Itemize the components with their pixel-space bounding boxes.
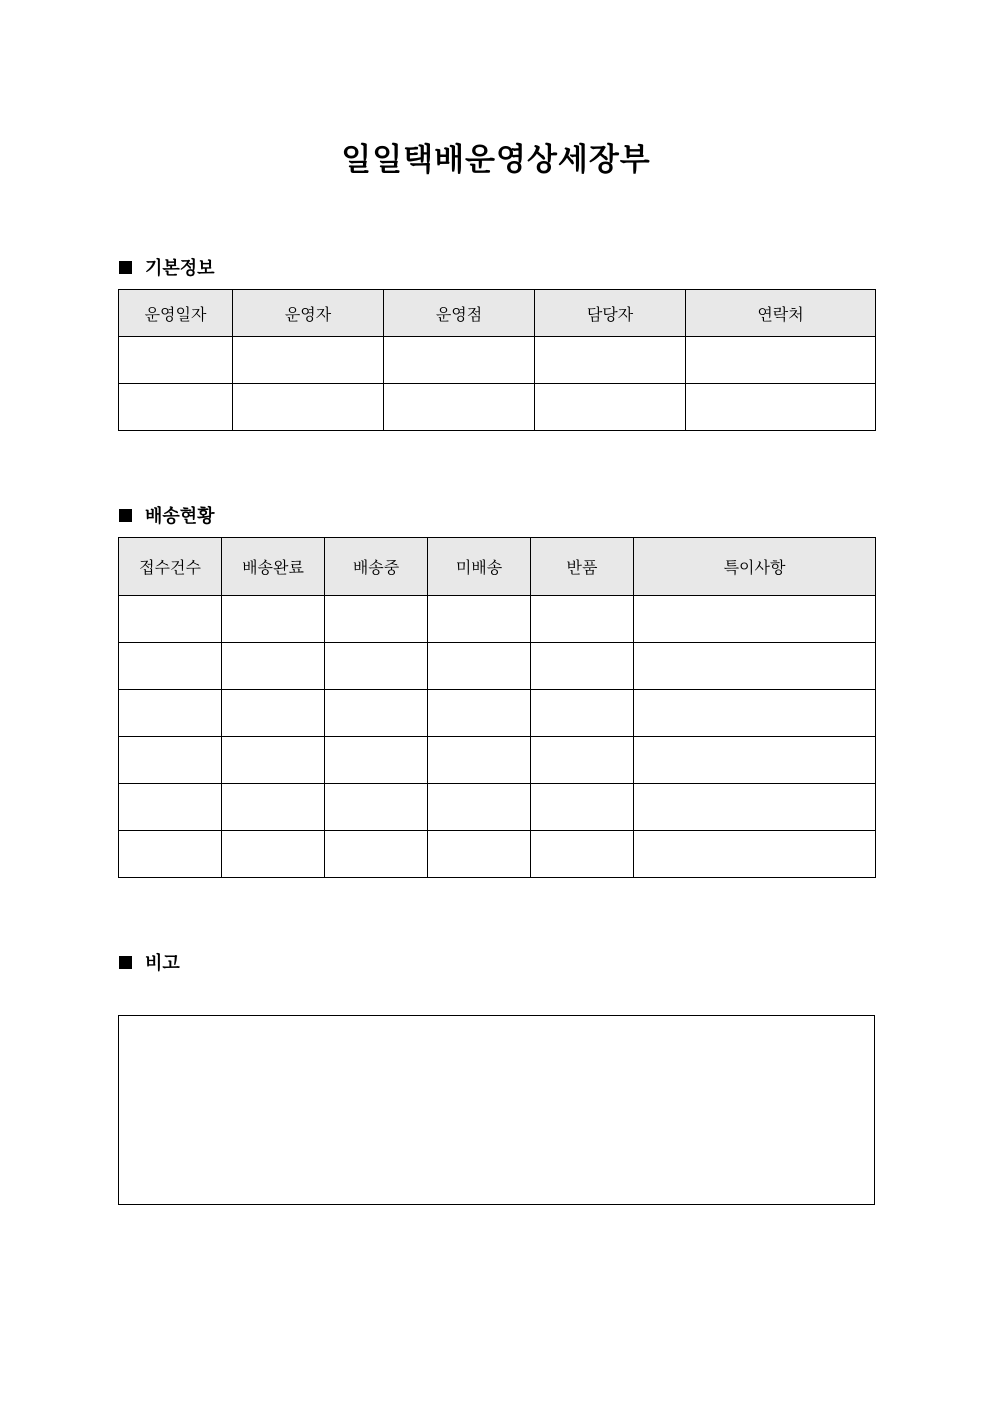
table-cell[interactable] [531, 784, 634, 831]
table-cell[interactable] [531, 690, 634, 737]
table-cell[interactable] [325, 596, 428, 643]
table-cell[interactable] [634, 831, 876, 878]
table-row [119, 384, 876, 431]
table-cell[interactable] [686, 337, 876, 384]
column-header-operator: 운영자 [233, 290, 384, 337]
table-cell[interactable] [119, 596, 222, 643]
column-header-received: 접수건수 [119, 538, 222, 596]
table-cell[interactable] [119, 737, 222, 784]
table-row [119, 831, 876, 878]
delivery-status-heading-label: 배송현황 [145, 506, 215, 527]
column-header-in-transit: 배송중 [325, 538, 428, 596]
table-cell[interactable] [634, 737, 876, 784]
delivery-status-heading [119, 502, 215, 528]
table-cell[interactable] [233, 337, 384, 384]
table-cell[interactable] [686, 384, 876, 431]
basic-info-heading-label: 기본정보 [145, 258, 215, 279]
delivery-status-table [118, 537, 876, 878]
table-cell[interactable] [233, 384, 384, 431]
delivery-status-header-row [119, 538, 876, 596]
table-cell[interactable] [325, 690, 428, 737]
table-cell[interactable] [119, 831, 222, 878]
table-cell[interactable] [428, 737, 531, 784]
table-cell[interactable] [384, 384, 535, 431]
table-cell[interactable] [531, 737, 634, 784]
basic-info-table [118, 289, 876, 431]
table-cell[interactable] [428, 831, 531, 878]
table-cell[interactable] [325, 737, 428, 784]
table-cell[interactable] [119, 384, 233, 431]
table-cell[interactable] [535, 337, 686, 384]
table-row [119, 643, 876, 690]
table-cell[interactable] [634, 643, 876, 690]
table-cell[interactable] [222, 831, 325, 878]
square-bullet-icon [119, 261, 132, 274]
table-cell[interactable] [384, 337, 535, 384]
column-header-branch: 운영점 [384, 290, 535, 337]
table-row [119, 784, 876, 831]
table-cell[interactable] [222, 643, 325, 690]
table-cell[interactable] [325, 831, 428, 878]
table-row [119, 737, 876, 784]
column-header-contact: 연락처 [686, 290, 876, 337]
basic-info-heading [119, 254, 215, 280]
table-cell[interactable] [222, 737, 325, 784]
square-bullet-icon [119, 956, 132, 969]
table-row [119, 337, 876, 384]
remarks-heading-label: 비고 [145, 953, 180, 974]
square-bullet-icon [119, 509, 132, 522]
remarks-heading [119, 949, 180, 975]
table-cell[interactable] [325, 784, 428, 831]
column-header-operation-date: 운영일자 [119, 290, 233, 337]
table-cell[interactable] [428, 596, 531, 643]
basic-info-header-row [119, 290, 876, 337]
table-row [119, 596, 876, 643]
table-cell[interactable] [222, 784, 325, 831]
table-cell[interactable] [531, 643, 634, 690]
table-cell[interactable] [531, 831, 634, 878]
column-header-notes: 특이사항 [634, 538, 876, 596]
column-header-manager: 담당자 [535, 290, 686, 337]
table-cell[interactable] [531, 596, 634, 643]
table-cell[interactable] [119, 643, 222, 690]
table-cell[interactable] [634, 596, 876, 643]
column-header-returned: 반품 [531, 538, 634, 596]
table-cell[interactable] [634, 784, 876, 831]
column-header-delivered: 배송완료 [222, 538, 325, 596]
table-cell[interactable] [428, 643, 531, 690]
table-cell[interactable] [634, 690, 876, 737]
remarks-box[interactable] [118, 1015, 875, 1205]
table-cell[interactable] [325, 643, 428, 690]
table-cell[interactable] [428, 690, 531, 737]
document-title: 일일택배운영상세장부 [341, 142, 651, 178]
table-cell[interactable] [535, 384, 686, 431]
table-row [119, 690, 876, 737]
table-cell[interactable] [222, 690, 325, 737]
table-cell[interactable] [222, 596, 325, 643]
table-cell[interactable] [119, 690, 222, 737]
table-cell[interactable] [119, 337, 233, 384]
table-cell[interactable] [119, 784, 222, 831]
column-header-undelivered: 미배송 [428, 538, 531, 596]
table-cell[interactable] [428, 784, 531, 831]
